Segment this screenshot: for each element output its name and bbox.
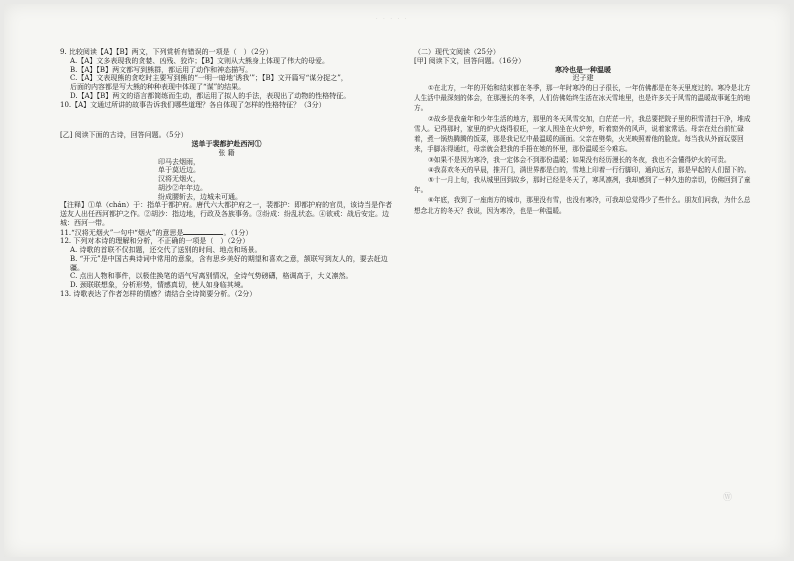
- section-b-heading: [乙] 阅读下面的古诗，回答问题。（5分）: [60, 131, 188, 140]
- article-author: 迟子建: [572, 74, 594, 83]
- page-header-mark: · · · · ·: [376, 16, 409, 22]
- question-9: 9. 比较阅读【A】【B】两文，下列赏析有错误的一项是（ ）（2分）: [60, 48, 273, 56]
- exam-sheet: [4, 4, 790, 557]
- article-paragraph: ⑤十一月上旬，我从城里回到故乡，那时已经是冬天了，寒风凛冽，我却感到了一种久违的亲切，仿佛回到了童年。: [414, 175, 751, 195]
- q12-option-d: D. 颈联联想象，分析形势，情感真切，使人如身临其境。: [70, 281, 248, 289]
- question-10: 10.【A】文通过所讲的故事告诉我们哪些道理？各自体现了怎样的性格特征？（3分）: [60, 100, 326, 109]
- poem-line: 单于莫近边。: [158, 166, 200, 175]
- poem-annotation: 【注释】①单（chán）于：指单于都护府。唐代六大都护府之一，裴都护：即都护府的官员，该诗当是作者送友人出任西河都护之作。②胡沙：指边地，行政及各族事务。③纷成：纷乱状态。④欲戒：战后安定。边城：西河一带。: [60, 201, 393, 227]
- question-11: [60, 228, 393, 238]
- section-a-heading: [甲] 阅读下文，回答问题。（16分）: [414, 56, 526, 65]
- q12-option-c: C. 点出人物和事件，以极佳换笔的语气写离别情况，全诗气势磅礴，格调高于，大义凛然。: [70, 272, 353, 281]
- watermark-stamp: Ⓦ: [722, 493, 732, 503]
- article-title: 寒冷也是一种温暖: [555, 64, 611, 74]
- answer-blank[interactable]: [183, 228, 223, 235]
- q9-option-c: C.【A】文表现熊的贪吃时主要写到熊的“一明一暗地‘诱我’”；【B】文开篇写“谋分捉之”，: [70, 74, 348, 83]
- poem-line: 印马去烟雨，: [158, 157, 200, 166]
- poem-line: 纷成腰斩去，边城未可通。: [158, 192, 242, 201]
- q9-option-c-cont: 后面的内容都是写大熊的种种表现中体现了“谋”的结果。: [70, 83, 246, 91]
- section-two-heading: （二）现代文阅读（25分）: [414, 48, 500, 56]
- question-13: 13. 诗歌表达了作者怎样的情感？请结合全诗简要分析。（2分）: [60, 289, 257, 298]
- question-12: 12. 下列对本诗的理解和分析，不正确的一项是（ ）（2分）: [60, 237, 250, 246]
- poem-title: 送单于裴都护赴西河①: [191, 139, 262, 148]
- q9-option-b: B.【A】【B】两文都写到熊群，都运用了动作和神态描写。: [70, 65, 253, 74]
- q11-score: 。（1分）: [223, 228, 253, 237]
- right-column: [414, 48, 752, 216]
- article-paragraph: ①在北方，一年的开始和结束都在冬季，那一年时寒冷的日子很长，一年仿佛都是在冬天里度过的。寒冷是北方人生活中最深刻的体会，在那漫长的冬季，人们仿佛始终生活在冰天雪地里，也是许多关于风雪的温暖故事诞生的地方。: [414, 84, 751, 113]
- poem-line: 汉将无烟火，: [158, 175, 200, 183]
- poem-author: 张 籍: [218, 148, 235, 157]
- poem-line: 胡沙②年年边。: [158, 183, 207, 192]
- q11-text: 11.“汉将无烟火”一句中“烟火”的意思是: [60, 228, 184, 237]
- q9-option-d: D.【A】【B】两文的语言都简练而生动，都运用了拟人的手法，表现出了动物的性格特征。: [70, 91, 351, 100]
- article-paragraph: ⑥年底，我到了一座南方的城市，那里没有雪，也没有寒冷，可我却总觉得少了些什么。朋友们问我，为什么总想念北方的冬天？我说，因为寒冷，也是一种温暖。: [414, 196, 751, 215]
- q12-option-b: B. “开元”是中国古典诗词中常用的意象，含有思乡美好的期望和喜欢之意，颔联写到友人的，要去赶边疆。: [70, 254, 388, 272]
- q12-option-a: A. 诗歌的首联不仅扣题，还交代了送别的时间、地点和场景。: [70, 246, 262, 254]
- q9-option-a: A.【A】文多表现我的贪婪、凶残、狡诈；【B】文则从大熊身上体现了伟大的母爱。: [70, 56, 329, 65]
- article-paragraph: ③如果不是因为寒冷，我一定体会不到那份温暖；如果没有经历漫长的冬夜，我也不会懂得炉火的可贵。: [428, 155, 731, 164]
- article-paragraph: ④我喜欢冬天的早晨，推开门，满世界都是白的，雪地上印着一行行脚印，通向远方，那是早起的人们留下的。: [428, 165, 751, 174]
- article-paragraph: ②故乡是我童年和少年生活的地方，那里的冬天风雪交加，白茫茫一片，我总要把院子里的积雪清扫干净，堆成雪人。记得那时，家里的炉火烧得很旺，一家人围坐在火炉旁，听着窗外的风声，说着家常话。母亲在灶台前忙碌着，煮一锅热腾腾的饭菜，那是我记忆中最温暖的画面。父亲在劈柴，火光映照着他的脸庞。每当我从外面玩耍回来，手脚冻得通红，母亲就会把我的手捂在她的怀里，那份温暖至今难忘。: [414, 114, 751, 154]
- left-column: [60, 48, 393, 299]
